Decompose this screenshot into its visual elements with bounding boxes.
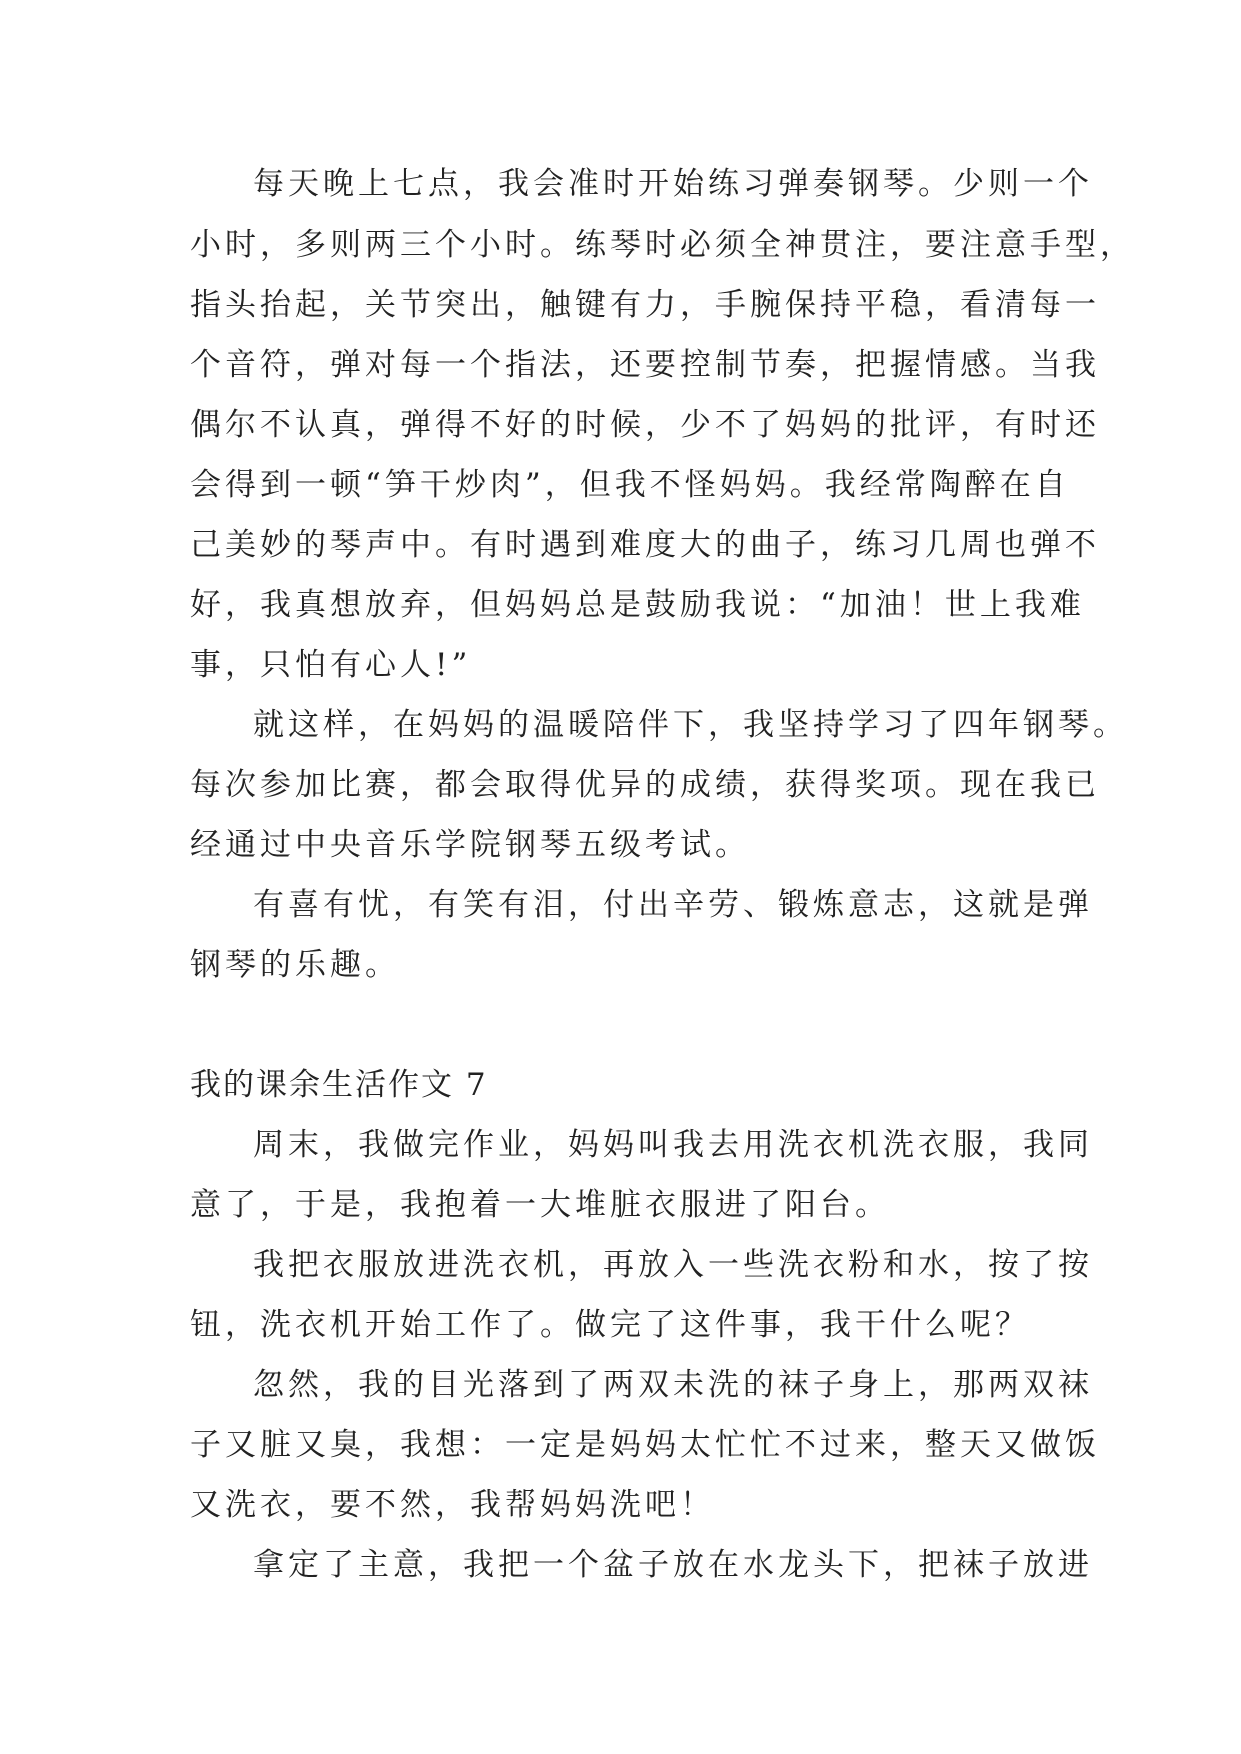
- paragraph-line: 个音符，弹对每一个指法，还要控制节奏，把握情感。当我: [190, 347, 1100, 383]
- paragraph-line: 经通过中央音乐学院钢琴五级考试。: [190, 827, 750, 863]
- paragraph-line: 忽然，我的目光落到了两双未洗的袜子身上，那两双袜: [253, 1367, 1093, 1403]
- paragraph-line: 又洗衣，要不然，我帮妈妈洗吧！: [190, 1487, 715, 1523]
- paragraph-line: 每次参加比赛，都会取得优异的成绩，获得奖项。现在我已: [190, 767, 1100, 803]
- paragraph-line: 子又脏又臭，我想：一定是妈妈太忙忙不过来，整天又做饭: [190, 1427, 1100, 1463]
- paragraph-line: 每天晚上七点，我会准时开始练习弹奏钢琴。少则一个: [253, 166, 1093, 202]
- paragraph-line: 钢琴的乐趣。: [190, 947, 400, 983]
- paragraph-line: 周末，我做完作业，妈妈叫我去用洗衣机洗衣服，我同: [253, 1127, 1093, 1163]
- paragraph-line: 我把衣服放进洗衣机，再放入一些洗衣粉和水，按了按: [253, 1247, 1093, 1283]
- paragraph-line: 钮，洗衣机开始工作了。做完了这件事，我干什么呢？: [190, 1307, 1030, 1343]
- paragraph-line: 会得到一顿“笋干炒肉”，但我不怪妈妈。我经常陶醉在自: [190, 467, 1070, 503]
- paragraph-line: 己美妙的琴声中。有时遇到难度大的曲子，练习几周也弹不: [190, 527, 1100, 563]
- paragraph-line: 小时，多则两三个小时。练琴时必须全神贯注，要注意手型，: [190, 227, 1135, 263]
- paragraph-line: 偶尔不认真，弹得不好的时候，少不了妈妈的批评，有时还: [190, 407, 1100, 443]
- paragraph-line: 事，只怕有心人!”: [190, 647, 472, 683]
- paragraph-line: 指头抬起，关节突出，触键有力，手腕保持平稳，看清每一: [190, 287, 1100, 323]
- paragraph-line: 就这样，在妈妈的温暖陪伴下，我坚持学习了四年钢琴。: [253, 707, 1128, 743]
- paragraph-line: 好，我真想放弃，但妈妈总是鼓励我说：“加油！世上我难: [190, 587, 1085, 623]
- paragraph-line: 拿定了主意，我把一个盆子放在水龙头下，把袜子放进: [253, 1547, 1093, 1583]
- paragraph-line: 有喜有忧，有笑有泪，付出辛劳、锻炼意志，这就是弹: [253, 887, 1093, 923]
- section-heading: 我的课余生活作文 7: [190, 1067, 488, 1103]
- paragraph-line: 意了，于是，我抱着一大堆脏衣服进了阳台。: [190, 1187, 890, 1223]
